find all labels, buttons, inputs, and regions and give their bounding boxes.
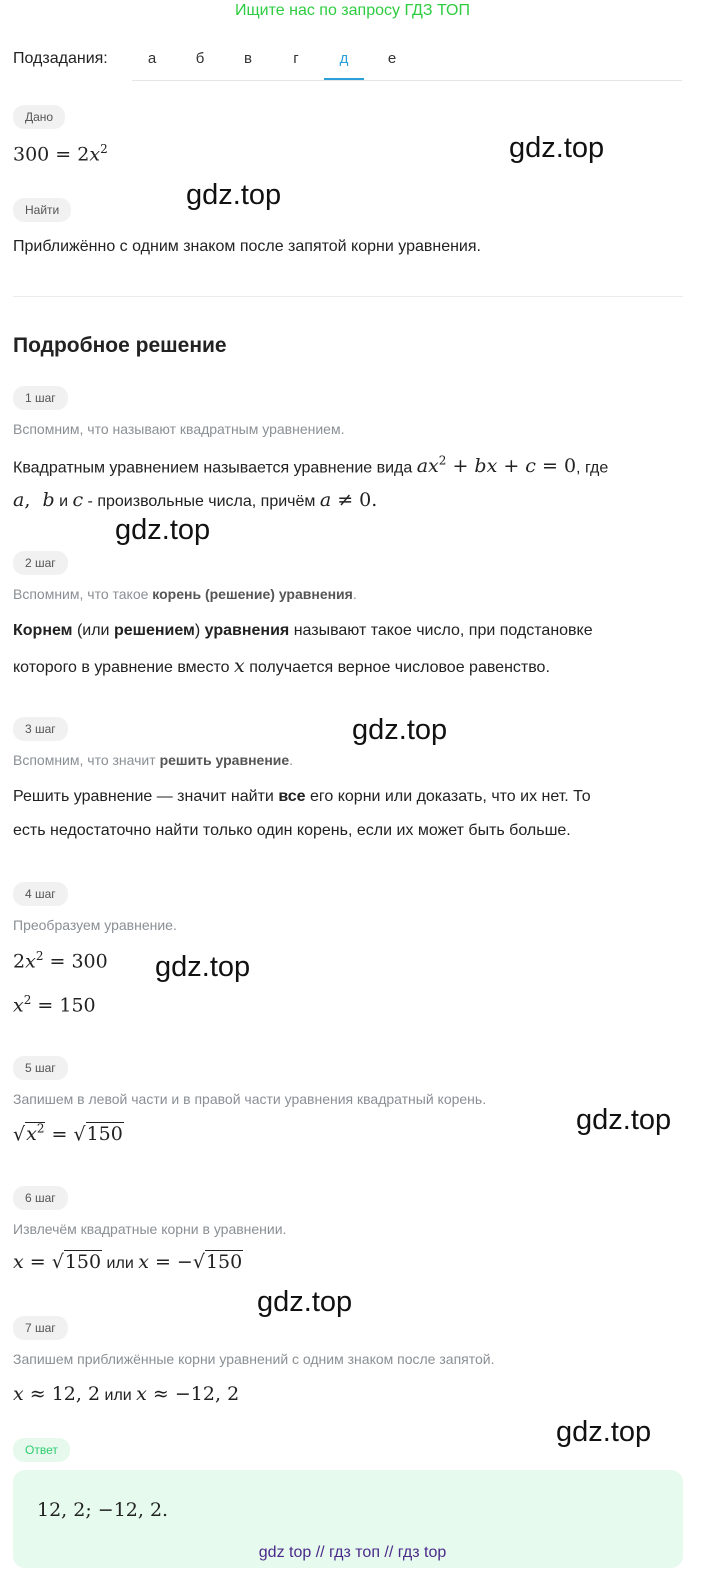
step-1-line-1: Квадратным уравнением называется уравнение вида $ax^2$ + bx + c = 0, где bbox=[13, 454, 609, 478]
step-5-badge: 5 шаг bbox=[13, 1056, 68, 1080]
step-7-equation: x ≈ 12, 2 или x ≈ −12, 2 bbox=[13, 1383, 240, 1405]
answer-badge: Ответ bbox=[13, 1438, 70, 1462]
tab-a[interactable]: а bbox=[147, 50, 157, 67]
watermark: gdz.top bbox=[576, 1104, 672, 1136]
step-1-line-2: a, b и c - произвольные числа, причём a ≠ 0. bbox=[13, 489, 378, 511]
step-5-equation: $√x^2 = √150$ bbox=[13, 1122, 123, 1146]
step-3-line-2: есть недостаточно найти только один корень, если их может быть больше. bbox=[13, 822, 571, 839]
watermark: gdz.top bbox=[352, 714, 448, 746]
step-2-line-1: Корнем (или решением) уравнения называют такое число, при подстановке bbox=[13, 622, 593, 639]
find-badge: Найти bbox=[13, 198, 71, 222]
watermark: gdz.top bbox=[155, 951, 251, 983]
subtasks-label: Подзадания: bbox=[13, 50, 108, 67]
divider bbox=[13, 296, 683, 297]
step-3-badge: 3 шаг bbox=[13, 717, 68, 741]
tab-v[interactable]: в bbox=[244, 50, 252, 67]
given-badge: Дано bbox=[13, 105, 65, 129]
step-2-hint: Вспомним, что такое корень (решение) уравнения. bbox=[13, 586, 357, 602]
search-banner: Ищите нас по запросу ГДЗ ТОП bbox=[235, 2, 470, 19]
step-3-hint: Вспомним, что значит решить уравнение. bbox=[13, 752, 294, 768]
tab-b[interactable]: б bbox=[195, 50, 205, 67]
watermark: gdz.top bbox=[186, 179, 282, 211]
given-equation: $300 = 2x^2$ bbox=[13, 142, 108, 166]
watermark: gdz.top bbox=[509, 132, 605, 164]
step-2-line-2: которого в уравнение вместо x получается верное числовое равенство. bbox=[13, 655, 550, 677]
step-1-hint: Вспомним, что называют квадратным уравнением. bbox=[13, 421, 345, 437]
solution-title: Подробное решение bbox=[13, 334, 227, 357]
step-5-hint: Запишем в левой части и в правой части уравнения квадратный корень. bbox=[13, 1091, 487, 1107]
answer-value: 12, 2; −12, 2. bbox=[37, 1499, 169, 1521]
step-6-hint: Извлечём квадратные корни в уравнении. bbox=[13, 1221, 287, 1237]
watermark: gdz.top bbox=[115, 514, 211, 546]
step-7-badge: 7 шаг bbox=[13, 1316, 68, 1340]
step-6-badge: 6 шаг bbox=[13, 1186, 68, 1210]
step-4-hint: Преобразуем уравнение. bbox=[13, 917, 177, 933]
step-7-hint: Запишем приближённые корни уравнений с одним знаком после запятой. bbox=[13, 1351, 495, 1367]
watermark: gdz.top bbox=[257, 1286, 353, 1318]
footer-links[interactable]: gdz top // гдз топ // гдз top bbox=[258, 1544, 447, 1561]
step-6-equation: x = √150 или x = −√150 bbox=[13, 1251, 243, 1273]
step-1-badge: 1 шаг bbox=[13, 386, 68, 410]
step-3-line-1: Решить уравнение — значит найти все его корни или доказать, что их нет. То bbox=[13, 788, 591, 805]
tab-e[interactable]: е bbox=[387, 50, 397, 67]
tab-d[interactable]: д bbox=[324, 50, 364, 80]
tab-g[interactable]: г bbox=[293, 50, 299, 67]
step-4-equation-2: $x^2 = 150$ bbox=[13, 993, 96, 1017]
watermark: gdz.top bbox=[556, 1416, 652, 1448]
find-text: Приближённо с одним знаком после запятой корни уравнения. bbox=[13, 238, 481, 255]
subtask-tabs bbox=[132, 50, 682, 81]
step-4-badge: 4 шаг bbox=[13, 882, 68, 906]
step-4-equation-1: $2x^2 = 300$ bbox=[13, 949, 108, 973]
step-2-badge: 2 шаг bbox=[13, 551, 68, 575]
